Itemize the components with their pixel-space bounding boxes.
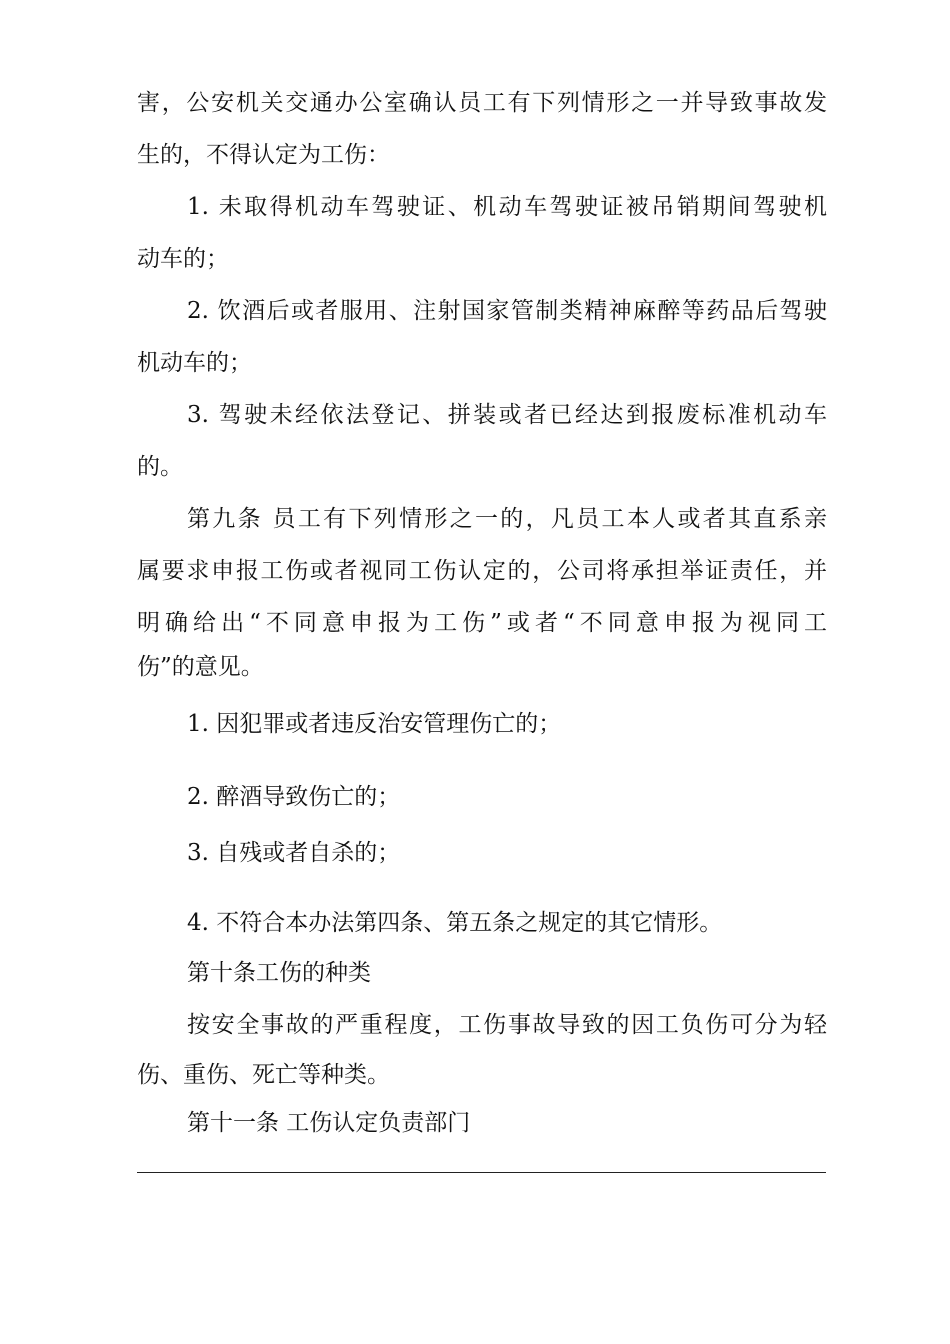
paragraph-line: 的。 (137, 454, 183, 480)
list-item: 3. 驾驶未经依法登记、拼装或者已经达到报废标准机动车 (187, 402, 827, 428)
paragraph-line: 伤、重伤、死亡等种类。 (137, 1062, 390, 1088)
paragraph-line: 动车的； (137, 246, 229, 272)
paragraph-line: 属要求申报工伤或者视同工伤认定的，公司将承担举证责任，并 (137, 558, 827, 584)
paragraph-line: 伤”的意见。 (137, 654, 264, 680)
paragraph-line: 害，公安机关交通办公室确认员工有下列情形之一并导致事故发 (137, 90, 827, 116)
footer-divider (137, 1172, 826, 1173)
article-heading-10: 第十条工伤的种类 (187, 960, 371, 986)
list-item: 1. 未取得机动车驾驶证、机动车驾驶证被吊销期间驾驶机 (187, 194, 827, 220)
article-heading-11: 第十一条 工伤认定负责部门 (187, 1110, 471, 1136)
list-item: 1. 因犯罪或者违反治安管理伤亡的； (187, 711, 562, 737)
article-heading-9: 第九条 员工有下列情形之一的，凡员工本人或者其直系亲 (187, 506, 827, 532)
paragraph-line: 按安全事故的严重程度，工伤事故导致的因工负伤可分为轻 (187, 1012, 827, 1038)
list-item: 2. 醉酒导致伤亡的； (187, 784, 401, 810)
paragraph-line: 机动车的； (137, 350, 252, 376)
list-item: 3. 自残或者自杀的； (187, 840, 401, 866)
list-item: 4. 不符合本办法第四条、第五条之规定的其它情形。 (187, 910, 723, 936)
paragraph-line: 明确给出“不同意申报为工伤”或者“不同意申报为视同工 (137, 610, 827, 636)
paragraph-line: 生的，不得认定为工伤： (137, 142, 390, 168)
list-item: 2. 饮酒后或者服用、注射国家管制类精神麻醉等药品后驾驶 (187, 298, 827, 324)
